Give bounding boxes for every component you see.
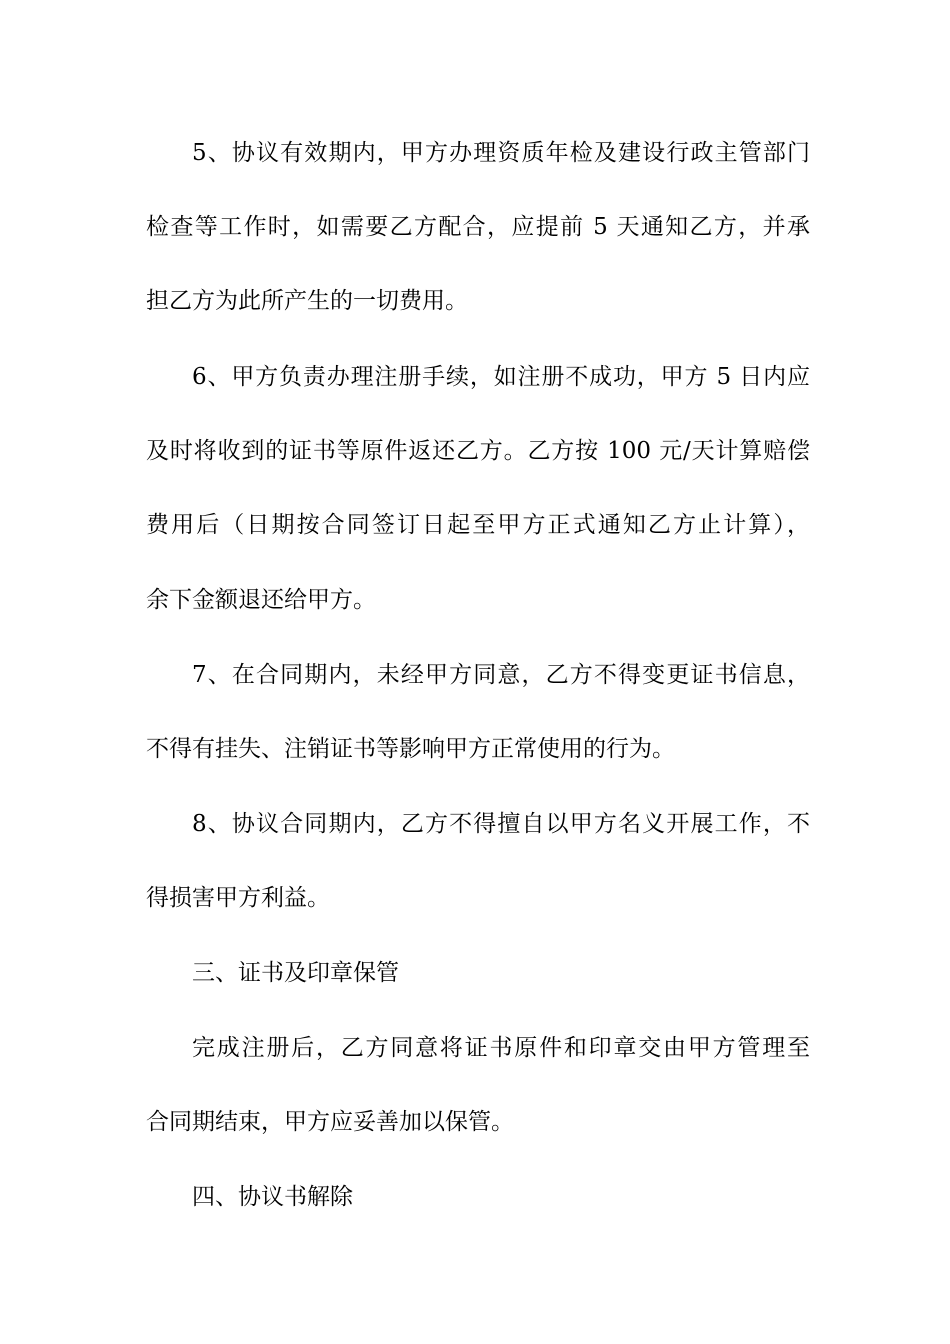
clause-5-line-3: 担乙方为此所产生的一切费用。 [146,288,468,314]
clause-7-line-1: 7、在合同期内，未经甲方同意，乙方不得变更证书信息， [192,662,810,688]
clause-6-line-4: 余下金额退还给甲方。 [146,587,376,613]
clause-5-line-2: 检查等工作时，如需要乙方配合，应提前 5 天通知乙方，并承 [146,214,810,240]
clause-8-line-1: 8、协议合同期内，乙方不得擅自以甲方名义开展工作，不 [192,811,810,837]
section-3-heading: 三、证书及印章保管 [192,960,399,986]
clause-6-line-3: 费用后（日期按合同签订日起至甲方正式通知乙方止计算）， [146,512,810,538]
clause-5-line-1: 5、协议有效期内，甲方办理资质年检及建设行政主管部门 [192,140,810,166]
section-4-heading: 四、协议书解除 [192,1184,353,1210]
section-3-body-line-2: 合同期结束，甲方应妥善加以保管。 [146,1109,514,1135]
clause-6-line-2: 及时将收到的证书等原件返还乙方。乙方按 100 元/天计算赔偿 [146,438,810,464]
clause-7-line-2: 不得有挂失、注销证书等影响甲方正常使用的行为。 [146,736,675,762]
section-3-body-line-1: 完成注册后，乙方同意将证书原件和印章交由甲方管理至 [192,1035,810,1061]
clause-6-line-1: 6、甲方负责办理注册手续，如注册不成功，甲方 5 日内应 [192,364,810,390]
clause-8-line-2: 得损害甲方利益。 [146,885,330,911]
